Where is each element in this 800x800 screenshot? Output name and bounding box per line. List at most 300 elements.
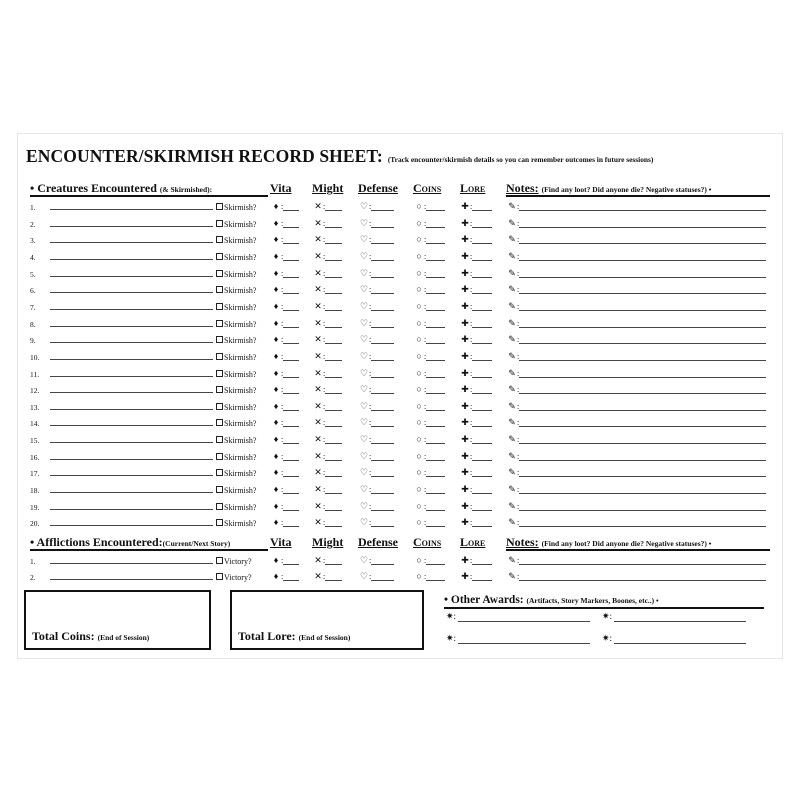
lore-blank[interactable] <box>472 417 492 427</box>
name-line[interactable] <box>50 326 213 327</box>
might-blank[interactable] <box>325 484 342 494</box>
lore-entry[interactable] <box>460 384 492 395</box>
notes-entry[interactable] <box>507 334 766 345</box>
vita-entry[interactable] <box>271 484 299 494</box>
lore-entry[interactable] <box>460 334 492 345</box>
checkbox-skirmish[interactable] <box>216 419 256 428</box>
notes-blank[interactable] <box>519 517 766 527</box>
checkbox-skirmish[interactable] <box>216 453 256 462</box>
checkbox-skirmish[interactable] <box>216 336 256 345</box>
checkbox-skirmish[interactable] <box>216 386 256 395</box>
notes-blank[interactable] <box>519 251 766 261</box>
vita-entry[interactable] <box>271 318 299 328</box>
lore-blank[interactable] <box>472 351 492 361</box>
checkbox-skirmish[interactable] <box>216 270 256 279</box>
lore-blank[interactable] <box>472 201 492 211</box>
lore-blank[interactable] <box>472 368 492 378</box>
might-entry[interactable] <box>313 501 342 512</box>
notes-entry[interactable] <box>507 284 766 295</box>
checkbox-box[interactable] <box>216 320 223 327</box>
lore-entry[interactable] <box>460 484 492 495</box>
coins-entry[interactable] <box>414 451 445 461</box>
notes-blank[interactable] <box>519 301 766 311</box>
award-entry[interactable] <box>446 633 590 645</box>
notes-blank[interactable] <box>519 451 766 461</box>
coins-blank[interactable] <box>426 301 445 311</box>
name-line[interactable] <box>50 442 213 443</box>
might-entry[interactable] <box>313 467 342 478</box>
defense-blank[interactable] <box>371 284 394 294</box>
checkbox-box[interactable] <box>216 220 223 227</box>
name-line[interactable] <box>50 459 213 460</box>
might-entry[interactable] <box>313 201 342 212</box>
coins-entry[interactable] <box>414 401 445 411</box>
might-blank[interactable] <box>325 251 342 261</box>
defense-blank[interactable] <box>371 251 394 261</box>
coins-entry[interactable] <box>414 351 445 361</box>
notes-entry[interactable] <box>507 218 766 229</box>
notes-blank[interactable] <box>519 484 766 494</box>
coins-blank[interactable] <box>426 234 445 244</box>
defense-blank[interactable] <box>371 571 394 581</box>
vita-entry[interactable] <box>271 451 299 461</box>
defense-entry[interactable] <box>359 417 394 428</box>
vita-entry[interactable] <box>271 218 299 228</box>
checkbox-skirmish[interactable] <box>216 236 256 245</box>
checkbox-skirmish[interactable] <box>216 519 256 528</box>
notes-blank[interactable] <box>519 434 766 444</box>
might-entry[interactable] <box>313 401 342 412</box>
defense-blank[interactable] <box>371 368 394 378</box>
defense-entry[interactable] <box>359 368 394 379</box>
lore-blank[interactable] <box>472 401 492 411</box>
lore-blank[interactable] <box>472 251 492 261</box>
lore-entry[interactable] <box>460 417 492 428</box>
checkbox-box[interactable] <box>216 469 223 476</box>
vita-blank[interactable] <box>283 555 299 565</box>
lore-blank[interactable] <box>472 268 492 278</box>
might-blank[interactable] <box>325 284 342 294</box>
vita-blank[interactable] <box>283 201 299 211</box>
vita-entry[interactable] <box>271 268 299 278</box>
vita-blank[interactable] <box>283 284 299 294</box>
notes-blank[interactable] <box>519 555 766 565</box>
coins-blank[interactable] <box>426 368 445 378</box>
defense-blank[interactable] <box>371 334 394 344</box>
lore-entry[interactable] <box>460 268 492 279</box>
notes-entry[interactable] <box>507 555 766 566</box>
coins-blank[interactable] <box>426 571 445 581</box>
coins-blank[interactable] <box>426 284 445 294</box>
lore-entry[interactable] <box>460 318 492 329</box>
might-blank[interactable] <box>325 334 342 344</box>
lore-entry[interactable] <box>460 251 492 262</box>
checkbox-box[interactable] <box>216 573 223 580</box>
vita-blank[interactable] <box>283 517 299 527</box>
vita-entry[interactable] <box>271 417 299 427</box>
notes-blank[interactable] <box>519 218 766 228</box>
vita-blank[interactable] <box>283 467 299 477</box>
coins-entry[interactable] <box>414 218 445 228</box>
coins-blank[interactable] <box>426 417 445 427</box>
checkbox-box[interactable] <box>216 353 223 360</box>
defense-blank[interactable] <box>371 218 394 228</box>
might-entry[interactable] <box>313 301 342 312</box>
defense-entry[interactable] <box>359 401 394 412</box>
checkbox-box[interactable] <box>216 403 223 410</box>
name-line[interactable] <box>50 409 213 410</box>
checkbox-box[interactable] <box>216 236 223 243</box>
notes-entry[interactable] <box>507 467 766 478</box>
checkbox-skirmish[interactable] <box>216 220 256 229</box>
coins-entry[interactable] <box>414 555 445 565</box>
vita-entry[interactable] <box>271 234 299 244</box>
lore-blank[interactable] <box>472 451 492 461</box>
award-line-underline[interactable] <box>614 621 746 622</box>
defense-blank[interactable] <box>371 417 394 427</box>
vita-blank[interactable] <box>283 351 299 361</box>
lore-entry[interactable] <box>460 351 492 362</box>
defense-entry[interactable] <box>359 301 394 312</box>
vita-entry[interactable] <box>271 467 299 477</box>
checkbox-skirmish[interactable] <box>216 469 256 478</box>
vita-blank[interactable] <box>283 451 299 461</box>
notes-entry[interactable] <box>507 318 766 329</box>
notes-blank[interactable] <box>519 334 766 344</box>
might-entry[interactable] <box>313 351 342 362</box>
coins-entry[interactable] <box>414 417 445 427</box>
vita-entry[interactable] <box>271 284 299 294</box>
name-line[interactable] <box>50 563 213 564</box>
notes-entry[interactable] <box>507 234 766 245</box>
name-line[interactable] <box>50 359 213 360</box>
vita-entry[interactable] <box>271 201 299 211</box>
might-entry[interactable] <box>313 368 342 379</box>
might-entry[interactable] <box>313 251 342 262</box>
notes-entry[interactable] <box>507 484 766 495</box>
coins-blank[interactable] <box>426 318 445 328</box>
notes-blank[interactable] <box>519 401 766 411</box>
checkbox-box[interactable] <box>216 286 223 293</box>
defense-entry[interactable] <box>359 467 394 478</box>
total-lore-box[interactable] <box>230 590 424 650</box>
coins-blank[interactable] <box>426 451 445 461</box>
defense-blank[interactable] <box>371 401 394 411</box>
defense-blank[interactable] <box>371 234 394 244</box>
notes-blank[interactable] <box>519 201 766 211</box>
vita-blank[interactable] <box>283 384 299 394</box>
lore-blank[interactable] <box>472 467 492 477</box>
notes-entry[interactable] <box>507 301 766 312</box>
coins-entry[interactable] <box>414 318 445 328</box>
defense-entry[interactable] <box>359 201 394 212</box>
notes-blank[interactable] <box>519 351 766 361</box>
notes-entry[interactable] <box>507 417 766 428</box>
might-blank[interactable] <box>325 318 342 328</box>
defense-blank[interactable] <box>371 517 394 527</box>
notes-entry[interactable] <box>507 517 766 528</box>
lore-entry[interactable] <box>460 368 492 379</box>
defense-entry[interactable] <box>359 318 394 329</box>
defense-entry[interactable] <box>359 234 394 245</box>
might-entry[interactable] <box>313 318 342 329</box>
lore-blank[interactable] <box>472 318 492 328</box>
lore-entry[interactable] <box>460 401 492 412</box>
defense-entry[interactable] <box>359 284 394 295</box>
coins-entry[interactable] <box>414 201 445 211</box>
coins-blank[interactable] <box>426 555 445 565</box>
lore-entry[interactable] <box>460 301 492 312</box>
award-entry[interactable] <box>446 611 590 623</box>
might-blank[interactable] <box>325 301 342 311</box>
checkbox-skirmish[interactable] <box>216 303 256 312</box>
notes-entry[interactable] <box>507 434 766 445</box>
checkbox-box[interactable] <box>216 253 223 260</box>
coins-entry[interactable] <box>414 571 445 581</box>
coins-entry[interactable] <box>414 251 445 261</box>
defense-blank[interactable] <box>371 201 394 211</box>
defense-entry[interactable] <box>359 268 394 279</box>
lore-entry[interactable] <box>460 555 492 566</box>
notes-entry[interactable] <box>507 571 766 582</box>
coins-entry[interactable] <box>414 517 445 527</box>
notes-blank[interactable] <box>519 284 766 294</box>
vita-blank[interactable] <box>283 401 299 411</box>
coins-blank[interactable] <box>426 268 445 278</box>
might-blank[interactable] <box>325 268 342 278</box>
vita-blank[interactable] <box>283 218 299 228</box>
defense-blank[interactable] <box>371 434 394 444</box>
lore-blank[interactable] <box>472 571 492 581</box>
coins-blank[interactable] <box>426 517 445 527</box>
checkbox-skirmish[interactable] <box>216 286 256 295</box>
coins-blank[interactable] <box>426 384 445 394</box>
vita-blank[interactable] <box>283 301 299 311</box>
defense-entry[interactable] <box>359 384 394 395</box>
name-line[interactable] <box>50 209 213 210</box>
vita-entry[interactable] <box>271 501 299 511</box>
name-line[interactable] <box>50 392 213 393</box>
notes-entry[interactable] <box>507 268 766 279</box>
vita-entry[interactable] <box>271 571 299 581</box>
defense-entry[interactable] <box>359 571 394 582</box>
name-line[interactable] <box>50 242 213 243</box>
might-blank[interactable] <box>325 417 342 427</box>
coins-blank[interactable] <box>426 218 445 228</box>
vita-blank[interactable] <box>283 571 299 581</box>
coins-entry[interactable] <box>414 501 445 511</box>
notes-entry[interactable] <box>507 501 766 512</box>
coins-entry[interactable] <box>414 268 445 278</box>
might-blank[interactable] <box>325 351 342 361</box>
defense-blank[interactable] <box>371 501 394 511</box>
checkbox-skirmish[interactable] <box>216 370 256 379</box>
might-entry[interactable] <box>313 434 342 445</box>
might-entry[interactable] <box>313 555 342 566</box>
might-blank[interactable] <box>325 368 342 378</box>
vita-entry[interactable] <box>271 334 299 344</box>
defense-entry[interactable] <box>359 484 394 495</box>
notes-blank[interactable] <box>519 501 766 511</box>
checkbox-skirmish[interactable] <box>216 203 256 212</box>
lore-entry[interactable] <box>460 218 492 229</box>
defense-blank[interactable] <box>371 351 394 361</box>
vita-blank[interactable] <box>283 417 299 427</box>
might-blank[interactable] <box>325 451 342 461</box>
vita-entry[interactable] <box>271 555 299 565</box>
checkbox-skirmish[interactable] <box>216 436 256 445</box>
coins-blank[interactable] <box>426 501 445 511</box>
checkbox-box[interactable] <box>216 557 223 564</box>
checkbox-box[interactable] <box>216 386 223 393</box>
notes-entry[interactable] <box>507 201 766 212</box>
name-line[interactable] <box>50 276 213 277</box>
coins-blank[interactable] <box>426 334 445 344</box>
checkbox-box[interactable] <box>216 270 223 277</box>
defense-entry[interactable] <box>359 218 394 229</box>
might-entry[interactable] <box>313 234 342 245</box>
notes-entry[interactable] <box>507 451 766 462</box>
vita-blank[interactable] <box>283 484 299 494</box>
checkbox-box[interactable] <box>216 203 223 210</box>
lore-entry[interactable] <box>460 501 492 512</box>
lore-blank[interactable] <box>472 234 492 244</box>
notes-entry[interactable] <box>507 384 766 395</box>
notes-blank[interactable] <box>519 571 766 581</box>
vita-entry[interactable] <box>271 517 299 527</box>
might-blank[interactable] <box>325 201 342 211</box>
vita-blank[interactable] <box>283 251 299 261</box>
name-line[interactable] <box>50 292 213 293</box>
lore-blank[interactable] <box>472 218 492 228</box>
coins-entry[interactable] <box>414 368 445 378</box>
might-blank[interactable] <box>325 571 342 581</box>
coins-blank[interactable] <box>426 251 445 261</box>
name-line[interactable] <box>50 259 213 260</box>
checkbox-skirmish[interactable] <box>216 353 256 362</box>
lore-blank[interactable] <box>472 284 492 294</box>
vita-entry[interactable] <box>271 351 299 361</box>
lore-blank[interactable] <box>472 434 492 444</box>
lore-blank[interactable] <box>472 384 492 394</box>
might-blank[interactable] <box>325 384 342 394</box>
notes-entry[interactable] <box>507 251 766 262</box>
lore-entry[interactable] <box>460 517 492 528</box>
might-entry[interactable] <box>313 334 342 345</box>
award-entry[interactable] <box>602 633 746 645</box>
might-blank[interactable] <box>325 501 342 511</box>
defense-blank[interactable] <box>371 467 394 477</box>
coins-entry[interactable] <box>414 434 445 444</box>
defense-blank[interactable] <box>371 301 394 311</box>
award-line-underline[interactable] <box>614 643 746 644</box>
checkbox-victory[interactable] <box>216 557 252 566</box>
checkbox-box[interactable] <box>216 436 223 443</box>
checkbox-box[interactable] <box>216 503 223 510</box>
defense-entry[interactable] <box>359 451 394 462</box>
notes-entry[interactable] <box>507 401 766 412</box>
name-line[interactable] <box>50 309 213 310</box>
lore-blank[interactable] <box>472 501 492 511</box>
lore-blank[interactable] <box>472 484 492 494</box>
checkbox-box[interactable] <box>216 453 223 460</box>
notes-entry[interactable] <box>507 351 766 362</box>
might-blank[interactable] <box>325 434 342 444</box>
vita-blank[interactable] <box>283 501 299 511</box>
coins-entry[interactable] <box>414 284 445 294</box>
coins-blank[interactable] <box>426 484 445 494</box>
defense-entry[interactable] <box>359 517 394 528</box>
checkbox-victory[interactable] <box>216 573 252 582</box>
checkbox-box[interactable] <box>216 519 223 526</box>
might-entry[interactable] <box>313 571 342 582</box>
name-line[interactable] <box>50 342 213 343</box>
might-entry[interactable] <box>313 384 342 395</box>
defense-entry[interactable] <box>359 251 394 262</box>
lore-blank[interactable] <box>472 301 492 311</box>
defense-blank[interactable] <box>371 451 394 461</box>
might-entry[interactable] <box>313 484 342 495</box>
defense-entry[interactable] <box>359 351 394 362</box>
award-line-underline[interactable] <box>458 643 590 644</box>
vita-entry[interactable] <box>271 251 299 261</box>
notes-blank[interactable] <box>519 268 766 278</box>
checkbox-box[interactable] <box>216 370 223 377</box>
name-line[interactable] <box>50 226 213 227</box>
checkbox-skirmish[interactable] <box>216 486 256 495</box>
vita-entry[interactable] <box>271 401 299 411</box>
coins-entry[interactable] <box>414 234 445 244</box>
name-line[interactable] <box>50 492 213 493</box>
checkbox-box[interactable] <box>216 419 223 426</box>
coins-blank[interactable] <box>426 467 445 477</box>
coins-blank[interactable] <box>426 434 445 444</box>
vita-entry[interactable] <box>271 384 299 394</box>
vita-blank[interactable] <box>283 368 299 378</box>
might-entry[interactable] <box>313 284 342 295</box>
vita-blank[interactable] <box>283 434 299 444</box>
checkbox-skirmish[interactable] <box>216 253 256 262</box>
total-coins-box[interactable] <box>24 590 211 650</box>
vita-entry[interactable] <box>271 434 299 444</box>
might-entry[interactable] <box>313 517 342 528</box>
name-line[interactable] <box>50 425 213 426</box>
notes-blank[interactable] <box>519 368 766 378</box>
lore-entry[interactable] <box>460 284 492 295</box>
checkbox-box[interactable] <box>216 336 223 343</box>
name-line[interactable] <box>50 509 213 510</box>
notes-entry[interactable] <box>507 368 766 379</box>
coins-blank[interactable] <box>426 201 445 211</box>
might-blank[interactable] <box>325 517 342 527</box>
lore-entry[interactable] <box>460 451 492 462</box>
vita-entry[interactable] <box>271 368 299 378</box>
defense-blank[interactable] <box>371 384 394 394</box>
defense-blank[interactable] <box>371 318 394 328</box>
might-entry[interactable] <box>313 218 342 229</box>
might-blank[interactable] <box>325 234 342 244</box>
notes-blank[interactable] <box>519 234 766 244</box>
award-entry[interactable] <box>602 611 746 623</box>
name-line[interactable] <box>50 475 213 476</box>
notes-blank[interactable] <box>519 467 766 477</box>
lore-entry[interactable] <box>460 201 492 212</box>
might-blank[interactable] <box>325 218 342 228</box>
checkbox-box[interactable] <box>216 486 223 493</box>
defense-blank[interactable] <box>371 268 394 278</box>
coins-entry[interactable] <box>414 301 445 311</box>
lore-entry[interactable] <box>460 571 492 582</box>
